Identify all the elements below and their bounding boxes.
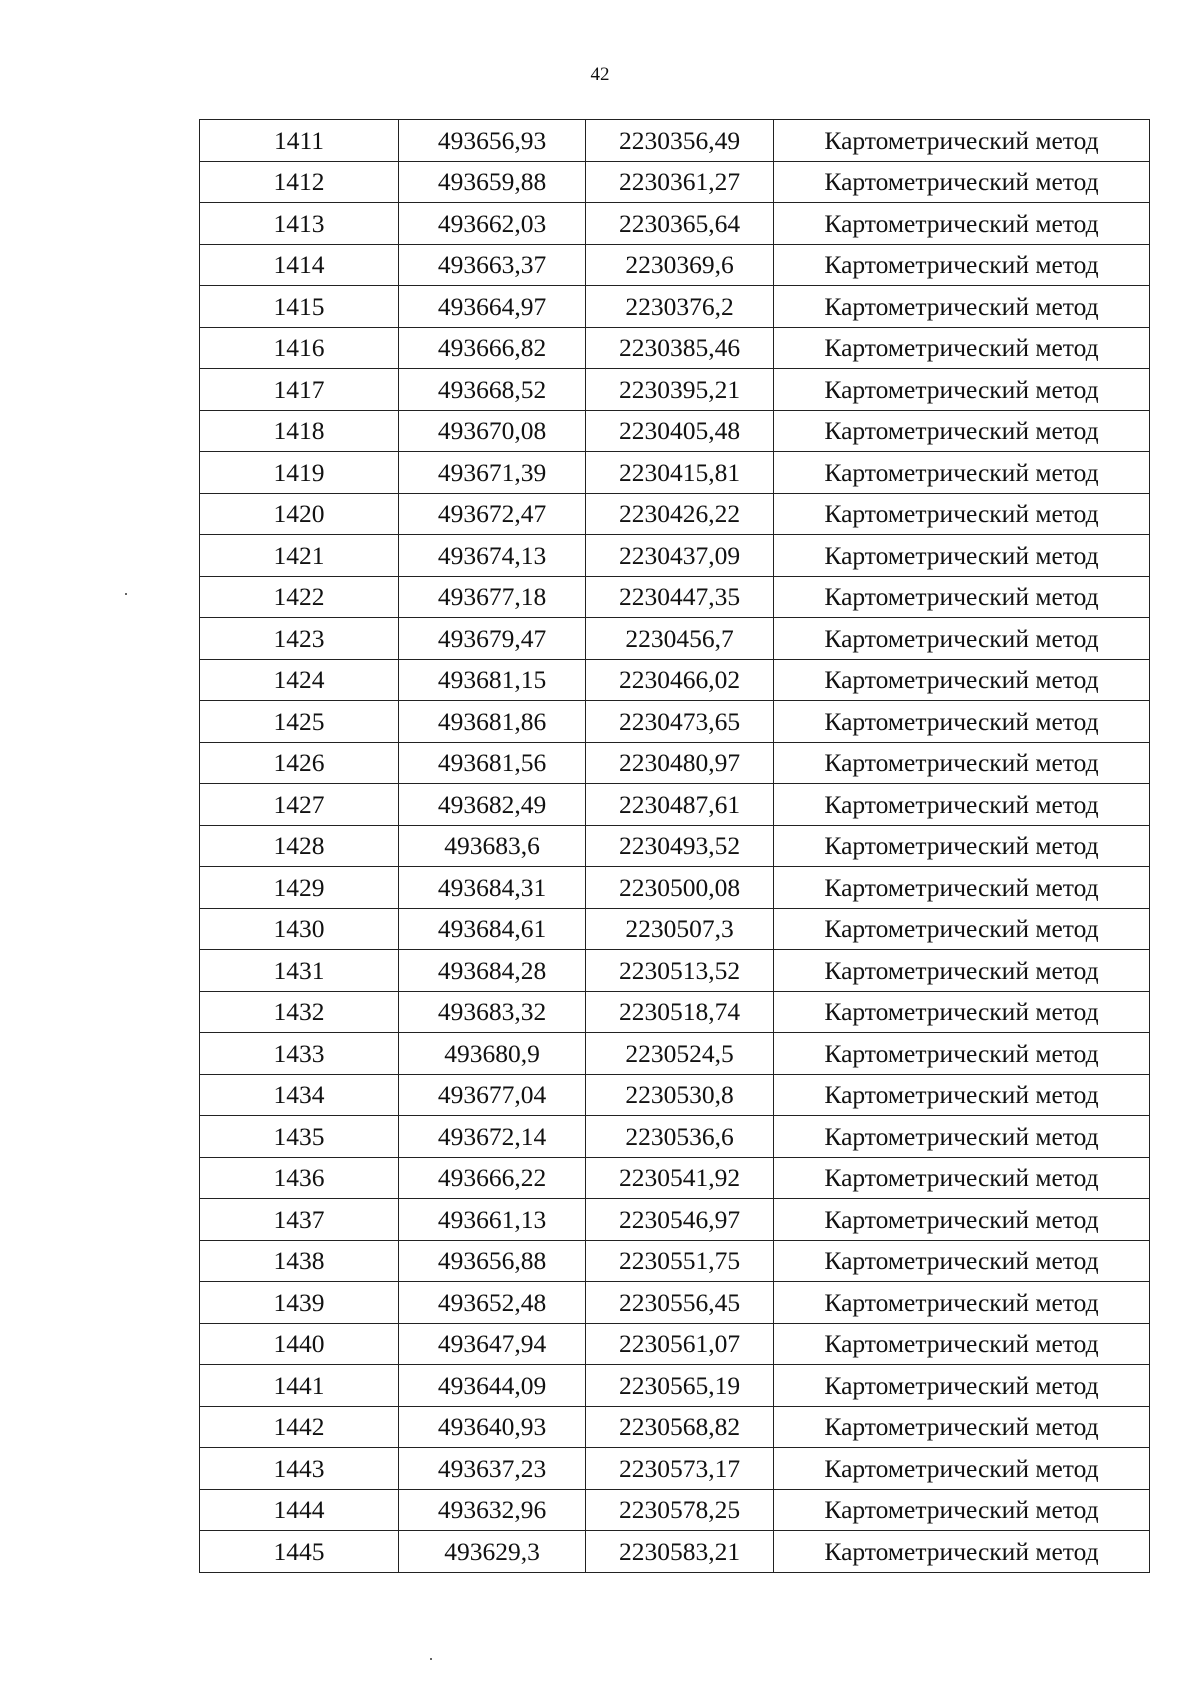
y-coordinate-cell: 2230437,09	[586, 535, 774, 577]
y-coordinate-cell: 2230583,21	[586, 1531, 774, 1573]
point-number-cell: 1438	[200, 1240, 399, 1282]
method-cell: Картометрический метод	[774, 908, 1150, 950]
table-row	[200, 1199, 1150, 1241]
method-cell: Картометрический метод	[774, 1116, 1150, 1158]
point-number-cell: 1418	[200, 410, 399, 452]
coordinates-table-body	[200, 120, 1150, 1573]
point-number-cell: 1416	[200, 327, 399, 369]
x-coordinate-cell: 493661,13	[399, 1199, 586, 1241]
point-number-cell: 1415	[200, 286, 399, 328]
point-number-cell: 1419	[200, 452, 399, 494]
point-number-cell: 1437	[200, 1199, 399, 1241]
y-coordinate-cell: 2230473,65	[586, 701, 774, 743]
point-number-cell: 1417	[200, 369, 399, 411]
table-row	[200, 244, 1150, 286]
x-coordinate-cell: 493674,13	[399, 535, 586, 577]
x-coordinate-cell: 493684,28	[399, 950, 586, 992]
y-coordinate-cell: 2230426,22	[586, 493, 774, 535]
point-number-cell: 1430	[200, 908, 399, 950]
table-row	[200, 867, 1150, 909]
x-coordinate-cell: 493683,6	[399, 825, 586, 867]
x-coordinate-cell: 493659,88	[399, 161, 586, 203]
x-coordinate-cell: 493681,15	[399, 659, 586, 701]
table-row	[200, 327, 1150, 369]
point-number-cell: 1431	[200, 950, 399, 992]
table-row	[200, 1406, 1150, 1448]
x-coordinate-cell: 493644,09	[399, 1365, 586, 1407]
x-coordinate-cell: 493670,08	[399, 410, 586, 452]
point-number-cell: 1429	[200, 867, 399, 909]
x-coordinate-cell: 493679,47	[399, 618, 586, 660]
y-coordinate-cell: 2230541,92	[586, 1157, 774, 1199]
point-number-cell: 1441	[200, 1365, 399, 1407]
y-coordinate-cell: 2230551,75	[586, 1240, 774, 1282]
method-cell: Картометрический метод	[774, 1365, 1150, 1407]
y-coordinate-cell: 2230365,64	[586, 203, 774, 245]
table-row	[200, 742, 1150, 784]
table-row	[200, 1116, 1150, 1158]
x-coordinate-cell: 493647,94	[399, 1323, 586, 1365]
x-coordinate-cell: 493663,37	[399, 244, 586, 286]
table-row	[200, 1282, 1150, 1324]
point-number-cell: 1428	[200, 825, 399, 867]
method-cell: Картометрический метод	[774, 410, 1150, 452]
y-coordinate-cell: 2230500,08	[586, 867, 774, 909]
x-coordinate-cell: 493668,52	[399, 369, 586, 411]
method-cell: Картометрический метод	[774, 1240, 1150, 1282]
table-row	[200, 1240, 1150, 1282]
x-coordinate-cell: 493672,14	[399, 1116, 586, 1158]
page-number: 42	[590, 64, 610, 85]
y-coordinate-cell: 2230487,61	[586, 784, 774, 826]
table-row	[200, 1448, 1150, 1490]
method-cell: Картометрический метод	[774, 1199, 1150, 1241]
method-cell: Картометрический метод	[774, 576, 1150, 618]
table-row	[200, 1489, 1150, 1531]
point-number-cell: 1445	[200, 1531, 399, 1573]
x-coordinate-cell: 493652,48	[399, 1282, 586, 1324]
x-coordinate-cell: 493632,96	[399, 1489, 586, 1531]
method-cell: Картометрический метод	[774, 1323, 1150, 1365]
table-row	[200, 535, 1150, 577]
scan-speck	[430, 1658, 432, 1660]
table-row	[200, 659, 1150, 701]
point-number-cell: 1426	[200, 742, 399, 784]
table-row	[200, 1365, 1150, 1407]
method-cell: Картометрический метод	[774, 452, 1150, 494]
y-coordinate-cell: 2230513,52	[586, 950, 774, 992]
table-row	[200, 369, 1150, 411]
table-row	[200, 161, 1150, 203]
method-cell: Картометрический метод	[774, 659, 1150, 701]
method-cell: Картометрический метод	[774, 742, 1150, 784]
table-row	[200, 950, 1150, 992]
y-coordinate-cell: 2230573,17	[586, 1448, 774, 1490]
y-coordinate-cell: 2230376,2	[586, 286, 774, 328]
table-row	[200, 618, 1150, 660]
x-coordinate-cell: 493683,32	[399, 991, 586, 1033]
method-cell: Картометрический метод	[774, 120, 1150, 162]
method-cell: Картометрический метод	[774, 244, 1150, 286]
coordinates-table	[199, 119, 1150, 1573]
method-cell: Картометрический метод	[774, 701, 1150, 743]
method-cell: Картометрический метод	[774, 327, 1150, 369]
method-cell: Картометрический метод	[774, 1489, 1150, 1531]
table-row	[200, 493, 1150, 535]
method-cell: Картометрический метод	[774, 1157, 1150, 1199]
table-row	[200, 991, 1150, 1033]
point-number-cell: 1442	[200, 1406, 399, 1448]
table-row	[200, 452, 1150, 494]
x-coordinate-cell: 493684,31	[399, 867, 586, 909]
x-coordinate-cell: 493662,03	[399, 203, 586, 245]
point-number-cell: 1434	[200, 1074, 399, 1116]
y-coordinate-cell: 2230568,82	[586, 1406, 774, 1448]
method-cell: Картометрический метод	[774, 825, 1150, 867]
table-row	[200, 410, 1150, 452]
y-coordinate-cell: 2230405,48	[586, 410, 774, 452]
method-cell: Картометрический метод	[774, 161, 1150, 203]
method-cell: Картометрический метод	[774, 535, 1150, 577]
x-coordinate-cell: 493677,04	[399, 1074, 586, 1116]
table-row	[200, 1323, 1150, 1365]
x-coordinate-cell: 493677,18	[399, 576, 586, 618]
point-number-cell: 1443	[200, 1448, 399, 1490]
table-row	[200, 120, 1150, 162]
y-coordinate-cell: 2230447,35	[586, 576, 774, 618]
y-coordinate-cell: 2230493,52	[586, 825, 774, 867]
point-number-cell: 1427	[200, 784, 399, 826]
x-coordinate-cell: 493656,88	[399, 1240, 586, 1282]
x-coordinate-cell: 493672,47	[399, 493, 586, 535]
method-cell: Картометрический метод	[774, 1074, 1150, 1116]
x-coordinate-cell: 493680,9	[399, 1033, 586, 1075]
y-coordinate-cell: 2230524,5	[586, 1033, 774, 1075]
table-row	[200, 825, 1150, 867]
point-number-cell: 1435	[200, 1116, 399, 1158]
table-row	[200, 1033, 1150, 1075]
y-coordinate-cell: 2230480,97	[586, 742, 774, 784]
y-coordinate-cell: 2230578,25	[586, 1489, 774, 1531]
table-row	[200, 784, 1150, 826]
point-number-cell: 1414	[200, 244, 399, 286]
point-number-cell: 1413	[200, 203, 399, 245]
x-coordinate-cell: 493640,93	[399, 1406, 586, 1448]
x-coordinate-cell: 493682,49	[399, 784, 586, 826]
table-row	[200, 1157, 1150, 1199]
x-coordinate-cell: 493684,61	[399, 908, 586, 950]
method-cell: Картометрический метод	[774, 991, 1150, 1033]
x-coordinate-cell: 493637,23	[399, 1448, 586, 1490]
point-number-cell: 1420	[200, 493, 399, 535]
method-cell: Картометрический метод	[774, 1531, 1150, 1573]
x-coordinate-cell: 493664,97	[399, 286, 586, 328]
x-coordinate-cell: 493671,39	[399, 452, 586, 494]
x-coordinate-cell: 493666,22	[399, 1157, 586, 1199]
x-coordinate-cell: 493681,56	[399, 742, 586, 784]
y-coordinate-cell: 2230369,6	[586, 244, 774, 286]
y-coordinate-cell: 2230556,45	[586, 1282, 774, 1324]
x-coordinate-cell: 493666,82	[399, 327, 586, 369]
point-number-cell: 1423	[200, 618, 399, 660]
x-coordinate-cell: 493681,86	[399, 701, 586, 743]
method-cell: Картометрический метод	[774, 618, 1150, 660]
y-coordinate-cell: 2230530,8	[586, 1074, 774, 1116]
point-number-cell: 1412	[200, 161, 399, 203]
point-number-cell: 1422	[200, 576, 399, 618]
table-row	[200, 286, 1150, 328]
method-cell: Картометрический метод	[774, 1448, 1150, 1490]
method-cell: Картометрический метод	[774, 950, 1150, 992]
point-number-cell: 1424	[200, 659, 399, 701]
y-coordinate-cell: 2230415,81	[586, 452, 774, 494]
table-row	[200, 701, 1150, 743]
y-coordinate-cell: 2230561,07	[586, 1323, 774, 1365]
y-coordinate-cell: 2230536,6	[586, 1116, 774, 1158]
y-coordinate-cell: 2230356,49	[586, 120, 774, 162]
table-row	[200, 576, 1150, 618]
y-coordinate-cell: 2230395,21	[586, 369, 774, 411]
method-cell: Картометрический метод	[774, 1033, 1150, 1075]
point-number-cell: 1425	[200, 701, 399, 743]
table-row	[200, 1531, 1150, 1573]
table-row	[200, 1074, 1150, 1116]
method-cell: Картометрический метод	[774, 867, 1150, 909]
table-row	[200, 203, 1150, 245]
point-number-cell: 1440	[200, 1323, 399, 1365]
point-number-cell: 1444	[200, 1489, 399, 1531]
method-cell: Картометрический метод	[774, 203, 1150, 245]
method-cell: Картометрический метод	[774, 1282, 1150, 1324]
point-number-cell: 1436	[200, 1157, 399, 1199]
method-cell: Картометрический метод	[774, 493, 1150, 535]
point-number-cell: 1432	[200, 991, 399, 1033]
y-coordinate-cell: 2230466,02	[586, 659, 774, 701]
method-cell: Картометрический метод	[774, 286, 1150, 328]
x-coordinate-cell: 493629,3	[399, 1531, 586, 1573]
y-coordinate-cell: 2230361,27	[586, 161, 774, 203]
method-cell: Картометрический метод	[774, 1406, 1150, 1448]
table-row	[200, 908, 1150, 950]
point-number-cell: 1411	[200, 120, 399, 162]
y-coordinate-cell: 2230565,19	[586, 1365, 774, 1407]
point-number-cell: 1439	[200, 1282, 399, 1324]
y-coordinate-cell: 2230546,97	[586, 1199, 774, 1241]
point-number-cell: 1433	[200, 1033, 399, 1075]
y-coordinate-cell: 2230456,7	[586, 618, 774, 660]
y-coordinate-cell: 2230385,46	[586, 327, 774, 369]
x-coordinate-cell: 493656,93	[399, 120, 586, 162]
method-cell: Картометрический метод	[774, 369, 1150, 411]
y-coordinate-cell: 2230507,3	[586, 908, 774, 950]
point-number-cell: 1421	[200, 535, 399, 577]
method-cell: Картометрический метод	[774, 784, 1150, 826]
scan-speck	[125, 593, 127, 595]
y-coordinate-cell: 2230518,74	[586, 991, 774, 1033]
